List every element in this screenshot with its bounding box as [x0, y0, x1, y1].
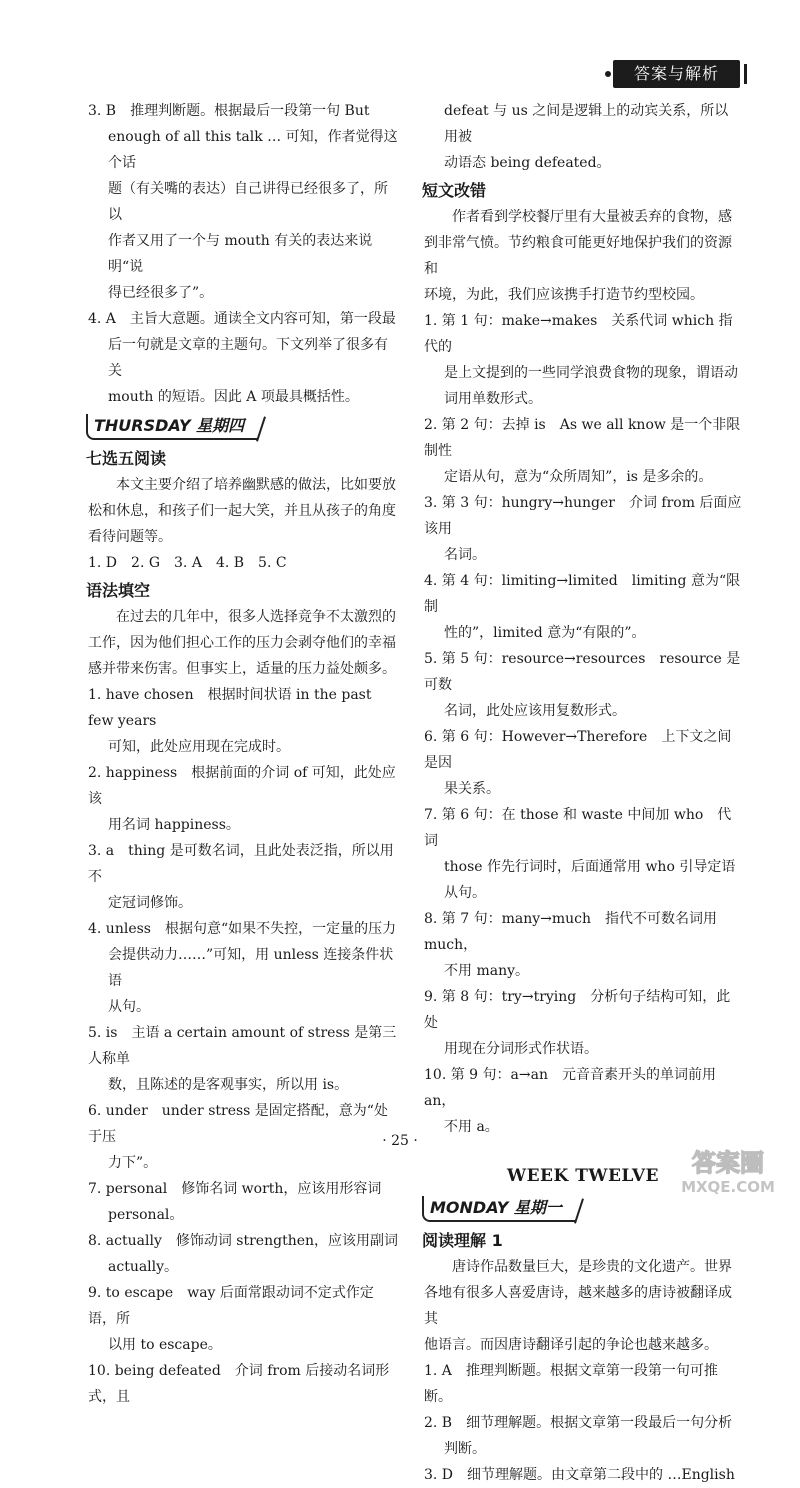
answer-line: 力下”。 [108, 1155, 158, 1171]
answer-line: 不用 a。 [444, 1119, 499, 1135]
watermark-url: MXQE.COM [681, 1178, 775, 1196]
answer-line: 是上文提到的一些同学浪费食物的现象，谓语动 [444, 365, 738, 381]
page-number: · 25 · [382, 1133, 418, 1149]
answer-line: defeat 与 us 之间是逻辑上的动宾关系，所以用被 [444, 103, 729, 145]
answer-line: 5. 第 5 句：resource→resources resource 是可数 [424, 651, 741, 693]
answer-line: 题（有关嘴的表达）自己讲得已经很多了，所以 [108, 181, 388, 223]
summary-line: 到非常气愤。节约粮食可能更好地保护我们的资源和 [424, 235, 732, 277]
answer-line: 10. being defeated 介词 from 后接动名词形式，且 [88, 1363, 390, 1405]
summary-line: 环境，为此，我们应该携手打造节约型校园。 [424, 287, 704, 303]
summary-line: 感并带来伤害。但事实上，适量的压力益处颇多。 [88, 661, 396, 677]
answer-line: 用现在分词形式作状语。 [444, 1041, 598, 1057]
answer-line: 从句。 [108, 999, 150, 1015]
summary-line: 唐诗作品数量巨大，是珍贵的文化遗产。世界 [452, 1259, 732, 1275]
answer-line: 2. B 细节理解题。根据文章第一段最后一句分析 [424, 1415, 733, 1431]
day-heading-monday: MONDAY 星期一 [422, 1196, 576, 1222]
answer-line: 定语从句，意为“众所周知”，is 是多余的。 [444, 469, 713, 485]
answer-line: 判断。 [444, 1441, 486, 1457]
answer-line: enough of all this talk … 可知，作者觉得这个话 [108, 129, 398, 171]
summary-line: 工作，因为他们担心工作的压力会剥夺他们的幸福 [88, 635, 396, 651]
answer-line: 4. A 主旨大意题。通读全文内容可知，第一段最 [88, 311, 396, 327]
right-column [424, 98, 742, 1488]
answer-line: 8. actually 修饰动词 strengthen，应该用副词 [88, 1233, 399, 1249]
summary-line: 松和休息，和孩子们一起大笑，并且从孩子的角度 [88, 503, 396, 519]
answer-line: 性的”，limited 意为“有限的”。 [444, 625, 646, 641]
answer-line: 定冠词修饰。 [108, 895, 192, 911]
answer-line: 7. 第 6 句：在 those 和 waste 中间加 who 代词 [424, 807, 732, 849]
answer-line: 名词，此处应该用复数形式。 [444, 703, 626, 719]
summary-line: 看待问题等。 [88, 529, 172, 545]
answer-line: 6. under under stress 是固定搭配，意为“处于压 [88, 1103, 388, 1145]
section-heading: 七选五阅读 [86, 449, 167, 468]
answer-line: 数，且陈述的是客观事实，所以用 is。 [108, 1077, 349, 1093]
answer-line: 不用 many。 [444, 963, 529, 979]
week-heading: WEEK TWELVE [507, 1166, 659, 1186]
summary-line: 在过去的几年中，很多人选择竞争不太激烈的 [116, 609, 396, 625]
answer-line: 6. 第 6 句：However→Therefore 上下文之间是因 [424, 729, 732, 771]
summary-line: 各地有很多人喜爱唐诗，越来越多的唐诗被翻译成其 [424, 1285, 732, 1327]
answer-line: 3. a thing 是可数名词，且此处表泛指，所以用不 [88, 843, 394, 885]
answer-line: 9. to escape way 后面常跟动词不定式作定语，所 [88, 1285, 374, 1327]
watermark-logo-icon [664, 1145, 792, 1197]
summary-line: 他语言。而因唐诗翻译引起的争论也越来越多。 [424, 1337, 718, 1353]
answer-line: 3. B 推理判断题。根据最后一段第一句 But [88, 103, 370, 119]
answer-line: 8. 第 7 句：many→much 指代不可数名词用 much， [424, 911, 718, 953]
answer-line: 4. unless 根据句意“如果不失控，一定量的压力 [88, 921, 397, 937]
section-tag: 答案与解析 [613, 60, 740, 88]
day-heading-thursday: THURSDAY 星期四 [86, 414, 258, 440]
answer-line: those 作先行词时，后面通常用 who 引导定语从句。 [444, 859, 736, 901]
answer-line: 会提供动力……”可知，用 unless 连接条件状语 [108, 947, 394, 989]
answer-line: 用名词 happiness。 [108, 817, 240, 833]
section-heading: 阅读理解 1 [422, 1231, 503, 1250]
answer-line: 以用 to escape。 [108, 1337, 222, 1353]
answer-line: 2. happiness 根据前面的介词 of 可知，此处应该 [88, 765, 396, 807]
answer-line: 3. D 细节理解题。由文章第二段中的 …English [424, 1467, 735, 1483]
answer-line: 3. 第 3 句：hungry→hunger 介词 from 后面应该用 [424, 495, 742, 537]
answer-line: 1. 第 1 句：make→makes 关系代词 which 指代的 [424, 313, 733, 355]
answer-line: mouth 的短语。因此 A 项最具概括性。 [108, 389, 359, 405]
answer-line: 1. have chosen 根据时间状语 in the past few years [88, 687, 372, 729]
answer-line: 名词。 [444, 547, 486, 563]
answer-line: 1. A 推理判断题。根据文章第一段第一句可推断。 [424, 1363, 718, 1405]
answer-line: 动语态 being defeated。 [444, 155, 611, 171]
summary-line: 作者看到学校餐厅里有大量被丢弃的食物，感 [452, 209, 732, 225]
answer-line: 后一句就是文章的主题句。下文列举了很多有关 [108, 337, 388, 379]
answer-line: 7. personal 修饰名词 worth，应该用形容词 [88, 1181, 382, 1197]
answer-line: personal。 [108, 1207, 184, 1223]
answer-key: 1. D 2. G 3. A 4. B 5. C [88, 555, 287, 571]
answer-line: 5. is 主语 a certain amount of stress 是第三人称单 [88, 1025, 397, 1067]
left-column [88, 98, 400, 1410]
answer-line: 可知，此处应用现在完成时。 [108, 739, 290, 755]
answer-line: 词用单数形式。 [444, 391, 542, 407]
section-heading: 短文改错 [422, 181, 487, 200]
answer-line: 4. 第 4 句：limiting→limited limiting 意为“限制 [424, 573, 741, 615]
answer-line: 9. 第 8 句：try→trying 分析句子结构可知，此处 [424, 989, 731, 1031]
answer-line: 2. 第 2 句：去掉 is As we all know 是一个非限制性 [424, 417, 741, 459]
answer-line: 果关系。 [444, 781, 500, 797]
answer-line: 作者又用了一个与 mouth 有关的表达来说明“说 [108, 233, 373, 275]
answer-line: 得已经很多了”。 [108, 285, 214, 301]
section-heading: 语法填空 [86, 581, 151, 600]
summary-line: 本文主要介绍了培养幽默感的做法，比如要放 [116, 477, 396, 493]
answer-line: 10. 第 9 句：a→an 元音音素开头的单词前用 an， [424, 1067, 716, 1109]
answer-line: actually。 [108, 1259, 179, 1275]
watermark-title: 答案圈 [692, 1149, 764, 1177]
